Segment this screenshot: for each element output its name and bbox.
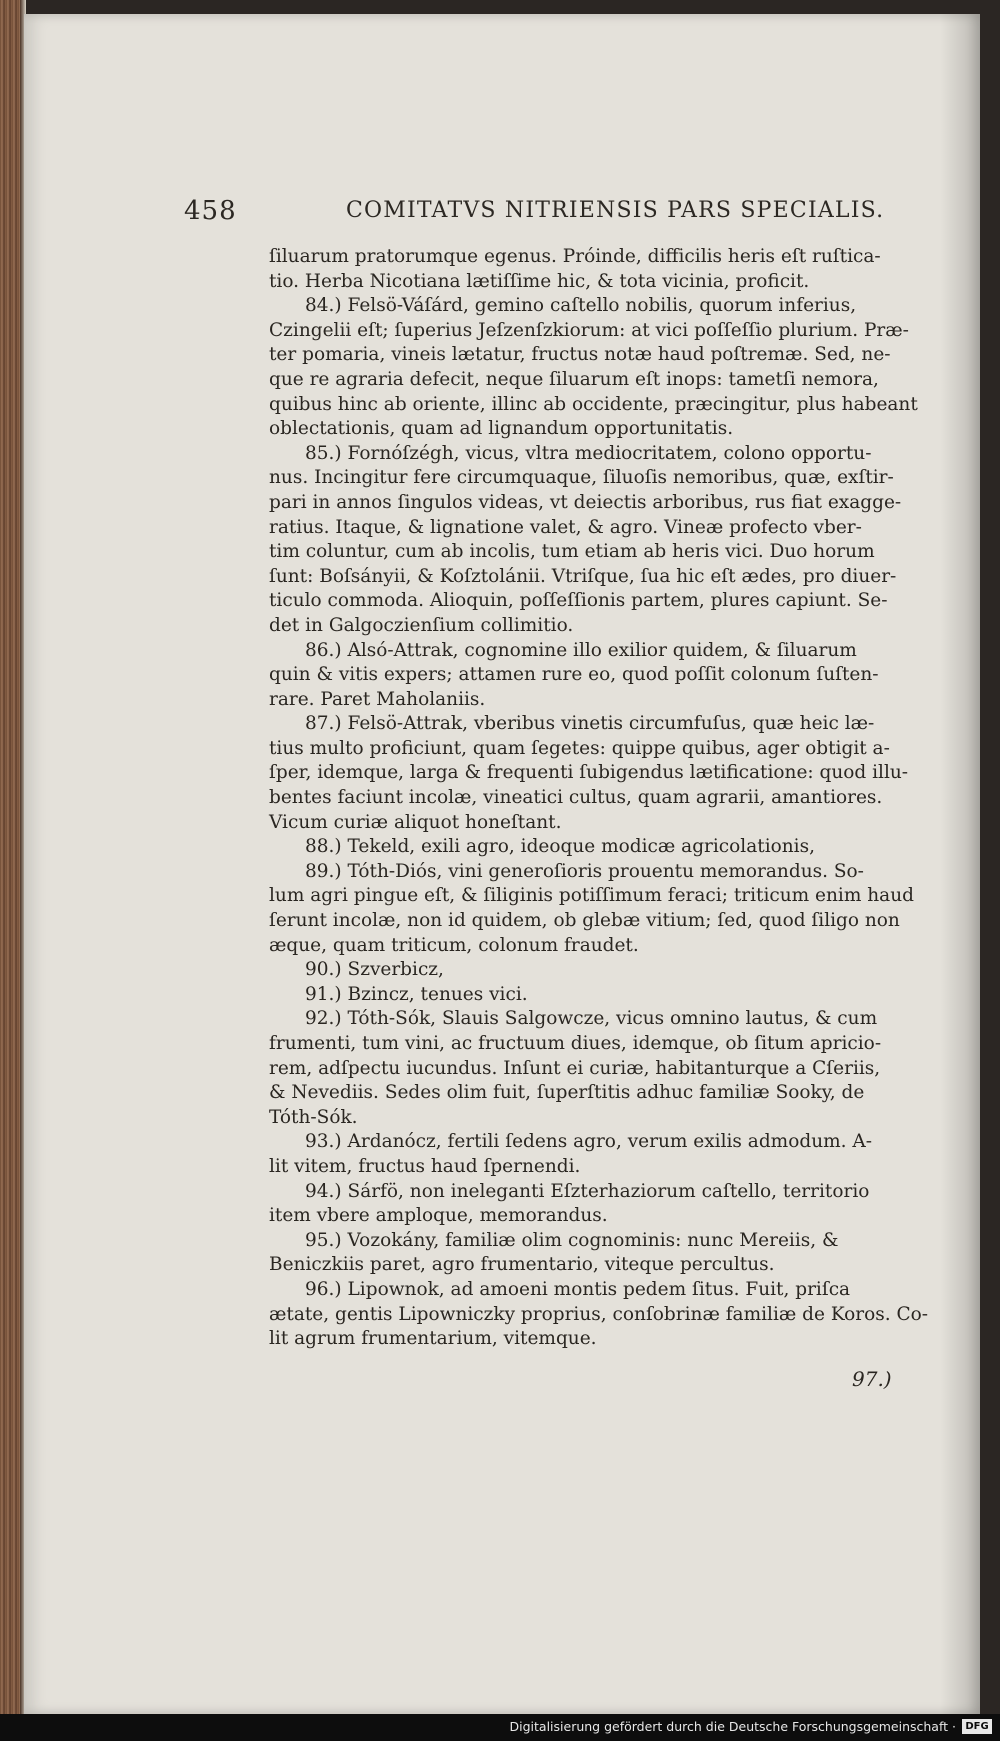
text-line: 91.) Bzincz, tenues vici. bbox=[305, 983, 528, 1005]
digitization-footer bbox=[0, 1714, 1000, 1741]
text-line: pari in annos ſingulos videas, vt deiectis arboribus, rus fiat exagge- bbox=[269, 491, 902, 513]
text-line: 85.) Fornóſzégh, vicus, vltra mediocritatem, colono opportu- bbox=[305, 442, 872, 464]
text-line: 94.) Sárfö, non ineleganti Eſzterhaziorum caſtello, territorio bbox=[305, 1180, 870, 1202]
text-line: Vicum curiæ aliquot honeſtant. bbox=[269, 811, 562, 833]
text-line: ſunt: Boſsányii, & Koſztolánii. Vtriſque, ſua hic eſt ædes, pro diuer- bbox=[269, 565, 897, 587]
running-head: COMITATVS NITRIENSIS PARS SPECIALIS. bbox=[346, 198, 885, 223]
text-line: 93.) Ardanócz, fertili ſedens agro, verum exilis admodum. A- bbox=[305, 1131, 873, 1153]
text-line: 87.) Felsö-Attrak, vberibus vinetis circumfuſus, quæ heic læ- bbox=[305, 713, 875, 735]
page-header bbox=[0, 196, 1000, 240]
text-line: que re agraria defecit, neque ſiluarum eſt inops: tametſi nemora, bbox=[269, 368, 879, 390]
text-line: ratius. Itaque, & lignatione valet, & agro. Vineæ profecto vber- bbox=[269, 516, 862, 538]
text-line: quin & vitis expers; attamen rure eo, quod poſſit colonum ſuſten- bbox=[269, 664, 879, 686]
text-line: item vbere amploque, memorandus. bbox=[269, 1205, 608, 1227]
text-line: 89.) Tóth-Diós, vini generoſioris prouentu memorandus. So- bbox=[305, 860, 864, 882]
text-line: 90.) Szverbicz, bbox=[305, 959, 444, 981]
text-line: Beniczkiis paret, agro frumentario, viteque percultus. bbox=[269, 1254, 775, 1276]
text-line: lum agri pingue eſt, & ſiliginis potiſſimum feraci; triticum enim haud bbox=[269, 885, 914, 907]
text-line: 95.) Vozokány, familiæ olim cognominis: nunc Mereiis, & bbox=[305, 1229, 839, 1251]
text-line: ſiluarum pratorumque egenus. Próinde, difficilis heris eſt ruſtica- bbox=[269, 246, 881, 267]
text-line: ter pomaria, vineis lætatur, fructus notæ haud poſtremæ. Sed, ne- bbox=[269, 344, 891, 366]
text-line: ſper, idemque, larga & frequenti ſubigendus lætificatione: quod illu- bbox=[269, 762, 909, 784]
text-line: tius multo proficiunt, quam ſegetes: quippe quibus, ager obtigit a- bbox=[269, 737, 890, 759]
body-text bbox=[269, 245, 929, 1352]
catchword: 97.) bbox=[852, 1367, 892, 1391]
text-line: bentes faciunt incolæ, vineatici cultus, quam agrarii, amantiores. bbox=[269, 787, 883, 809]
text-line: nus. Incingitur fere circumquaque, ſiluoſis nemoribus, quæ, exſtir- bbox=[269, 467, 894, 489]
text-line: tim coluntur, cum ab incolis, tum etiam ab heris vici. Duo horum bbox=[269, 541, 875, 563]
page-gutter-shadow bbox=[940, 14, 980, 1714]
text-line: 92.) Tóth-Sók, Slauis Salgowcze, vicus omnino lautus, & cum bbox=[305, 1008, 878, 1030]
dfg-logo-icon: DFG bbox=[962, 1719, 992, 1734]
text-line: ætate, gentis Lipowniczky proprius, conſobrinæ familiæ de Koros. Co- bbox=[269, 1303, 929, 1325]
text-line: 84.) Felsö-Váſárd, gemino caſtello nobilis, quorum inferius, bbox=[305, 295, 857, 317]
text-line: quibus hinc ab oriente, illinc ab occidente, præcingitur, plus habeant bbox=[269, 393, 918, 415]
text-line: tio. Herba Nicotiana lætiſſime hic, & tota vicinia, proficit. bbox=[269, 270, 810, 292]
text-line: ſerunt incolæ, non id quidem, ob glebæ vitium; ſed, quod ſiligo non bbox=[269, 910, 900, 932]
text-line: rare. Paret Maholaniis. bbox=[269, 688, 486, 710]
text-line: Czingelii eſt; ſuperius Jeſzenſzkiorum: at vici poſſeſſio plurium. Præ- bbox=[269, 319, 909, 341]
text-line: det in Galgoczienſium collimitio. bbox=[269, 614, 574, 636]
text-line: lit vitem, fructus haud ſpernendi. bbox=[269, 1155, 581, 1177]
book-edge bbox=[0, 0, 22, 1741]
text-line: lit agrum frumentarium, vitemque. bbox=[269, 1328, 597, 1350]
text-line: frumenti, tum vini, ac fructuum diues, idemque, ob ſitum apricio- bbox=[269, 1033, 882, 1054]
footer-credit: Digitalisierung gefördert durch die Deutsche Forschungsgemeinschaft · bbox=[509, 1719, 956, 1734]
text-line: 96.) Lipownok, ad amoeni montis pedem ſitus. Fuit, priſca bbox=[305, 1278, 851, 1300]
text-line: Tóth-Sók. bbox=[269, 1106, 358, 1128]
text-line: ticulo commoda. Alioquin, poſſeſſionis partem, plures capiunt. Se- bbox=[269, 590, 888, 612]
page-number: 458 bbox=[184, 196, 237, 226]
text-line: æque, quam triticum, colonum fraudet. bbox=[269, 934, 639, 956]
text-line: oblectationis, quam ad lignandum opportunitatis. bbox=[269, 418, 734, 440]
text-line: 88.) Tekeld, exili agro, ideoque modicæ agricolationis, bbox=[305, 836, 815, 858]
text-line: rem, adſpectu iucundus. Inſunt ei curiæ, habitanturque a Cſeriis, bbox=[269, 1057, 881, 1079]
text-line: & Nevediis. Sedes olim fuit, ſuperſtitis adhuc familiæ Sooky, de bbox=[269, 1082, 865, 1104]
text-line: 86.) Alsó-Attrak, cognomine illo exilior quidem, & ſiluarum bbox=[305, 639, 857, 661]
